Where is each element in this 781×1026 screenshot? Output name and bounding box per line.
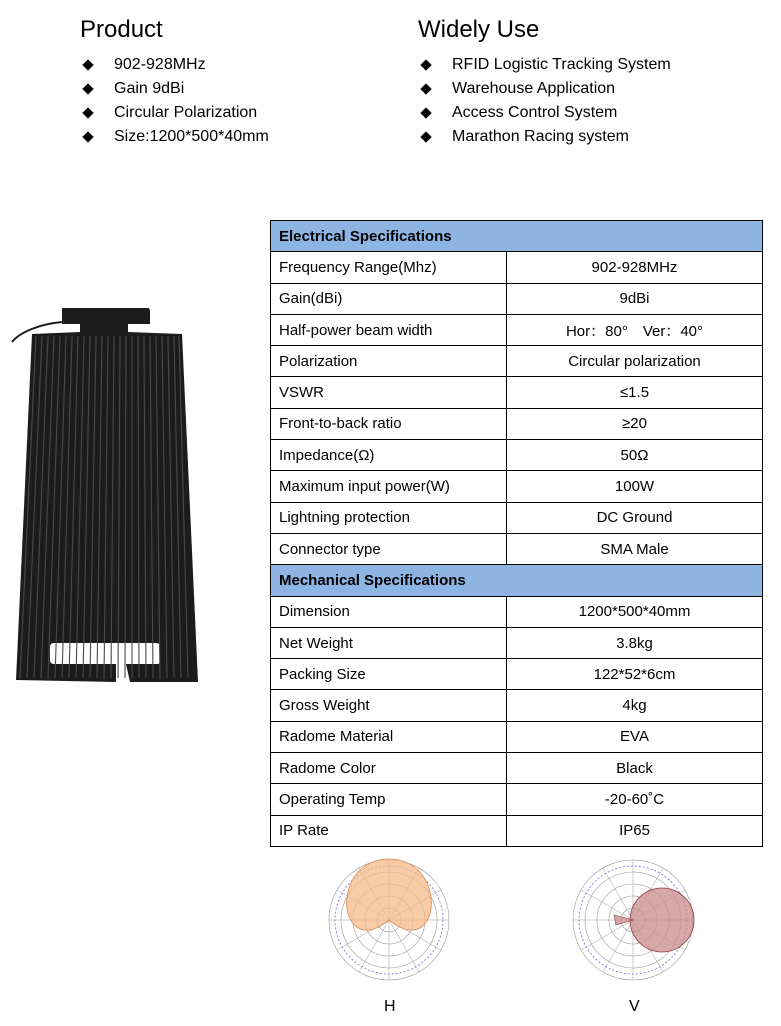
diamond-bullet-icon — [420, 131, 431, 142]
polar-spoke — [603, 920, 633, 972]
spec-row — [271, 533, 763, 564]
usage-item — [418, 128, 671, 152]
spec-row — [271, 283, 763, 314]
spec-section-title: Mechanical Specifications — [271, 565, 763, 596]
spec-label: VSWR — [271, 377, 507, 408]
spec-label: Dimension — [271, 596, 507, 627]
spec-label: Connector type — [271, 533, 507, 564]
product-feature-item — [80, 128, 269, 152]
product-heading: Product — [80, 16, 163, 43]
v-plane-label: V — [629, 998, 640, 1015]
usage-heading: Widely Use — [418, 16, 540, 43]
diamond-bullet-icon — [82, 83, 93, 94]
antenna-product-image — [10, 302, 202, 686]
spec-value: Hor：80° Ver：40° — [507, 314, 763, 345]
spec-value: 902-928MHz — [507, 252, 763, 283]
spec-label: Front-to-back ratio — [271, 408, 507, 439]
spec-value: 100W — [507, 471, 763, 502]
spec-row — [271, 815, 763, 846]
spec-value: 50Ω — [507, 440, 763, 471]
spec-row — [271, 784, 763, 815]
spec-value: -20-60˚C — [507, 784, 763, 815]
usage-item — [418, 80, 671, 104]
spec-table — [270, 220, 763, 847]
spec-value: 3.8kg — [507, 627, 763, 658]
diamond-bullet-icon — [82, 107, 93, 118]
spec-label: Radome Color — [271, 753, 507, 784]
product-feature-list — [80, 56, 269, 152]
product-feature-item — [80, 56, 269, 80]
spec-value: ≤1.5 — [507, 377, 763, 408]
spec-row — [271, 314, 763, 345]
spec-row — [271, 440, 763, 471]
product-feature-text: 902-928MHz — [114, 56, 206, 73]
spec-label: Gross Weight — [271, 690, 507, 721]
diamond-bullet-icon — [420, 59, 431, 70]
spec-label: Polarization — [271, 346, 507, 377]
spec-row — [271, 346, 763, 377]
spec-label: Impedance(Ω) — [271, 440, 507, 471]
spec-value: SMA Male — [507, 533, 763, 564]
polar-spoke — [603, 868, 633, 920]
spec-row — [271, 659, 763, 690]
spec-label: Packing Size — [271, 659, 507, 690]
usage-text: Marathon Racing system — [452, 128, 629, 145]
usage-list — [418, 56, 671, 152]
spec-label: IP Rate — [271, 815, 507, 846]
product-feature-item — [80, 80, 269, 104]
spec-label: Net Weight — [271, 627, 507, 658]
h-plane-radiation-pattern — [322, 853, 456, 987]
spec-row — [271, 502, 763, 533]
spec-value: ≥20 — [507, 408, 763, 439]
spec-row — [271, 471, 763, 502]
diamond-bullet-icon — [82, 59, 93, 70]
polar-spoke — [581, 920, 633, 950]
polar-spoke — [581, 890, 633, 920]
spec-row — [271, 596, 763, 627]
usage-item — [418, 56, 671, 80]
spec-label: Half-power beam width — [271, 314, 507, 345]
spec-section-title: Electrical Specifications — [271, 221, 763, 252]
spec-value: IP65 — [507, 815, 763, 846]
spec-value: 9dBi — [507, 283, 763, 314]
spec-label: Radome Material — [271, 721, 507, 752]
spec-label: Operating Temp — [271, 784, 507, 815]
spec-label: Lightning protection — [271, 502, 507, 533]
h-plane-label: H — [384, 998, 396, 1015]
product-feature-text: Gain 9dBi — [114, 80, 185, 97]
spec-value: 122*52*6cm — [507, 659, 763, 690]
v-plane-radiation-pattern — [566, 853, 700, 987]
h-plane-main-lobe — [347, 859, 432, 930]
diamond-bullet-icon — [420, 107, 431, 118]
spec-value: Black — [507, 753, 763, 784]
spec-row — [271, 627, 763, 658]
spec-row — [271, 721, 763, 752]
spec-value: 4kg — [507, 690, 763, 721]
spec-row — [271, 252, 763, 283]
spec-value: Circular polarization — [507, 346, 763, 377]
spec-label: Gain(dBi) — [271, 283, 507, 314]
usage-text: RFID Logistic Tracking System — [452, 56, 671, 73]
spec-value: DC Ground — [507, 502, 763, 533]
product-feature-text: Circular Polarization — [114, 104, 258, 121]
diamond-bullet-icon — [82, 131, 93, 142]
product-feature-text: Size:1200*500*40mm — [114, 128, 269, 145]
diamond-bullet-icon — [420, 83, 431, 94]
spec-row — [271, 753, 763, 784]
usage-text: Warehouse Application — [452, 80, 616, 97]
spec-section-header — [271, 565, 763, 596]
spec-value: EVA — [507, 721, 763, 752]
spec-value: 1200*500*40mm — [507, 596, 763, 627]
spec-row — [271, 690, 763, 721]
spec-row — [271, 408, 763, 439]
usage-text: Access Control System — [452, 104, 618, 121]
spec-label: Maximum input power(W) — [271, 471, 507, 502]
spec-section-header — [271, 221, 763, 252]
usage-item — [418, 104, 671, 128]
product-feature-item — [80, 104, 269, 128]
spec-row — [271, 377, 763, 408]
v-plane-main-lobe — [630, 888, 694, 952]
spec-label: Frequency Range(Mhz) — [271, 252, 507, 283]
